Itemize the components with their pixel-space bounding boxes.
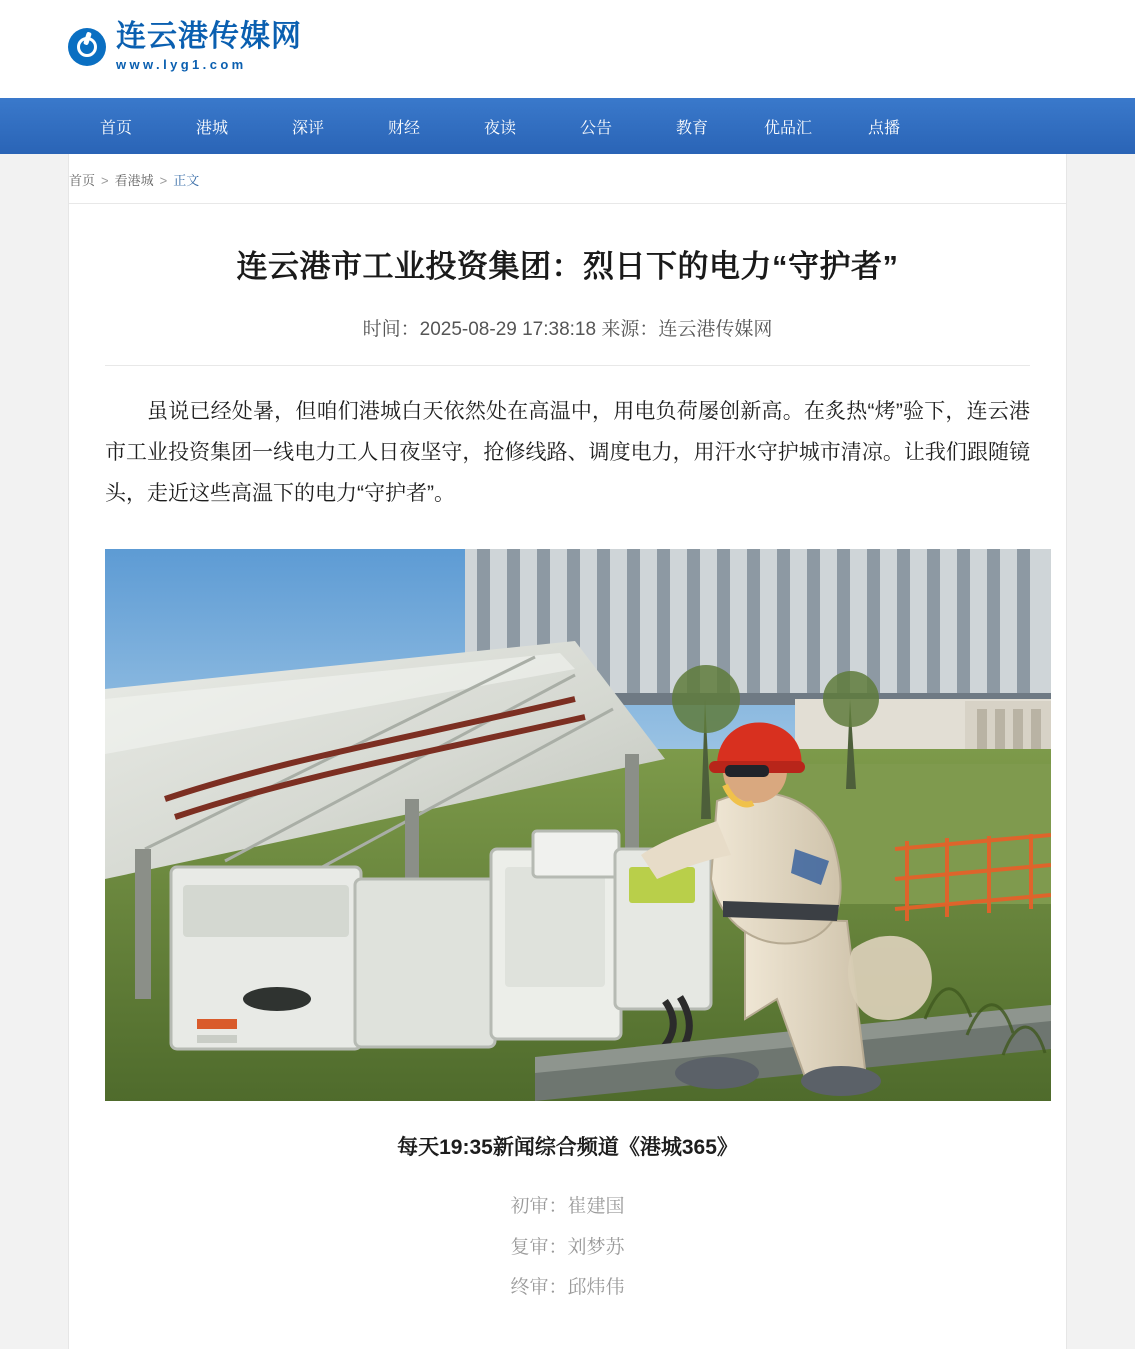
article-meta: 时间：2025-08-29 17:38:18 来源：连云港传媒网 [105,314,1030,366]
breadcrumb-separator: > [101,173,109,188]
main-nav[interactable] [0,98,1135,154]
article-body [105,392,1030,515]
credit-second-review: 复审：刘梦苏 [510,1236,625,1258]
breadcrumb-item-current: 正文 [173,173,200,188]
nav-item-dianbo[interactable]: 点播 [867,119,900,137]
nav-item-yedu[interactable]: 夜读 [483,119,516,137]
figure-caption: 每天19:35新闻综合频道《港城365》 [397,1135,738,1159]
logo-url: www.lyg1.com [116,57,247,72]
article-paragraph: 虽说已经处暑，但咱们港城白天依然处在高温中，用电负荷屡创新高。在炙热“烤”验下，连云港市工业投资集团一线电力工人日夜坚守，抢修线路、调度电力，用汗水守护城市清凉。让我们跟随镜头，走近这些高温下的电力“守护者”。 [105,399,1030,505]
article-figure [105,549,1030,1161]
nav-item-caijing[interactable]: 财经 [387,119,420,137]
nav-item-youpinhui[interactable]: 优品汇 [763,119,812,137]
breadcrumb [69,154,1066,204]
article [69,246,1066,1349]
nav-item-gonggao[interactable]: 公告 [579,119,612,137]
breadcrumb-item-gangcheng[interactable]: 看港城 [114,173,154,188]
breadcrumb-item-home[interactable]: 首页 [69,173,96,188]
nav-item-home[interactable]: 首页 [99,119,132,137]
article-photo [105,549,1051,1101]
credit-first-review: 初审：崔建国 [510,1195,625,1217]
credit-final-review: 终审：邱炜伟 [510,1277,625,1299]
content-frame [68,154,1067,1349]
circle-logo-icon [68,28,106,66]
nav-item-jiaoyu[interactable]: 教育 [675,119,708,137]
article-credits [105,1187,1030,1310]
breadcrumb-separator: > [159,173,168,188]
site-logo[interactable] [68,22,1135,71]
nav-item-shenping[interactable]: 深评 [291,119,324,137]
page-title: 连云港市工业投资集团：烈日下的电力“守护者” [236,249,899,284]
site-header [0,0,1135,98]
logo-text [116,22,302,71]
nav-item-gangcheng[interactable]: 港城 [195,119,228,137]
logo-title: 连云港传媒网 [116,20,302,53]
